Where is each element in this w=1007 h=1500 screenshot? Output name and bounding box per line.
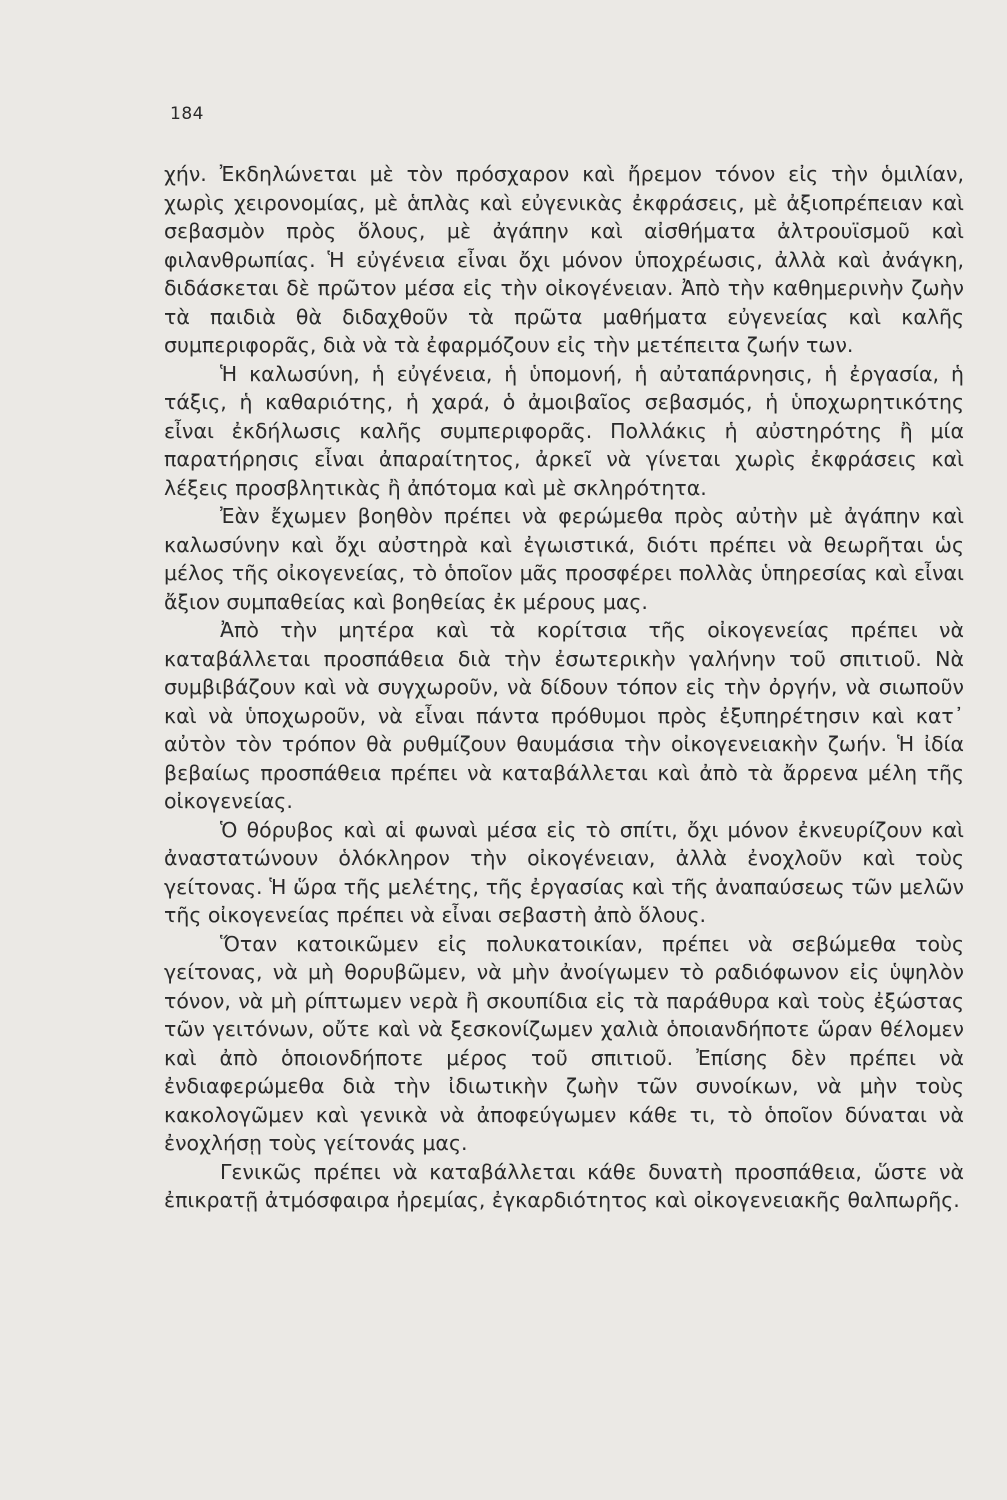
paragraph: Ἡ καλωσύνη, ἡ εὐγένεια, ἡ ὑπομονή, ἡ αὐταπάρνησις, ἡ ἐργασία, ἡ τάξις, ἡ καθαριότης, ἡ χαρά, ὁ ἀμοιβαῖος σεβασμός, ἡ ὑποχωρητικότης εἶναι ἐκδήλωσις καλῆς συμπεριφορᾶς. Πολλάκις ἡ αὐστηρότης ἢ μία παρατήρησις εἶναι ἀπαραίτητος, ἀρκεῖ νὰ γίνεται χωρὶς ἐκφράσεις καὶ λέξεις προσβλητικὰς ἢ ἀπότομα καὶ μὲ σκληρότητα.: [164, 361, 964, 500]
body-text: [164, 160, 964, 1215]
paragraph: Ἀπὸ τὴν μητέρα καὶ τὰ κορίτσια τῆς οἰκογενείας πρέπει νὰ καταβάλλεται προσπάθεια διὰ τὴν ἐσωτερικὴν γαλήνην τοῦ σπιτιοῦ. Νὰ συμβιβάζουν καὶ νὰ συγχωροῦν, νὰ δίδουν τόπον εἰς τὴν ὀργήν, νὰ σιωποῦν καὶ νὰ ὑποχωροῦν, νὰ εἶναι πάντα πρόθυμοι πρὸς ἐξυπηρέτησιν καὶ κατ᾽ αὐτὸν τὸν τρόπον θὰ ρυθμίζουν θαυμάσια τὴν οἰκογενειακὴν ζωήν. Ἡ ἰδία βεβαίως προσπάθεια πρέπει νὰ καταβάλλεται καὶ ἀπὸ τὰ ἄρρενα μέλη τῆς οἰκογενείας.: [164, 618, 964, 813]
paragraph: Ὅταν κατοικῶμεν εἰς πολυκατοικίαν, πρέπει νὰ σεβώμεθα τοὺς γείτονας, νὰ μὴ θορυβῶμεν, νὰ μὴν ἀνοίγωμεν τὸ ραδιόφωνον εἰς ὑψηλὸν τόνον, νὰ μὴ ρίπτωμεν νερὰ ἢ σκουπίδια εἰς τὰ παράθυρα καὶ τοὺς ἐξώστας τῶν γειτόνων, οὔτε καὶ νὰ ξεσκονίζωμεν χαλιὰ ὁποιανδήποτε ὥραν θέλομεν καὶ ἀπὸ ὁποιονδήποτε μέρος τοῦ σπιτιοῦ. Ἐπίσης δὲν πρέπει νὰ ἐνδιαφερώμεθα διὰ τὴν ἰδιωτικὴν ζωὴν τῶν συνοίκων, νὰ μὴν τοὺς κακολογῶμεν καὶ γενικὰ νὰ ἀποφεύγωμεν κάθε τι, τὸ ὁποῖον δύναται νὰ ἐνοχλήσῃ τοὺς γείτονάς μας.: [164, 931, 964, 1155]
paragraph: Γενικῶς πρέπει νὰ καταβάλλεται κάθε δυνατὴ προσπάθεια, ὥστε νὰ ἐπικρατῇ ἀτμόσφαιρα ἠρεμίας, ἐγκαρδιότητος καὶ οἰκογενειακῆς θαλπωρῆς.: [164, 1159, 964, 1212]
paragraph: χήν. Ἐκδηλώνεται μὲ τὸν πρόσχαρον καὶ ἤρεμον τόνον εἰς τὴν ὁμιλίαν, χωρὶς χειρονομίας, μὲ ἁπλὰς καὶ εὐγενικὰς ἐκφράσεις, μὲ ἀξιοπρέπειαν καὶ σεβασμὸν πρὸς ὅλους, μὲ ἀγάπην καὶ αἰσθήματα ἀλτρουϊσμοῦ καὶ φιλανθρωπίας. Ἡ εὐγένεια εἶναι ὄχι μόνον ὑποχρέωσις, ἀλλὰ καὶ ἀνάγκη, διδάσκεται δὲ πρῶτον μέσα εἰς τὴν οἰκογένειαν. Ἀπὸ τὴν καθημερινὴν ζωὴν τὰ παιδιὰ θὰ διδαχθοῦν τὰ πρῶτα μαθήματα εὐγενείας καὶ καλῆς συμπεριφορᾶς, διὰ νὰ τὰ ἐφαρμόζουν εἰς τὴν μετέπειτα ζωήν των.: [164, 162, 964, 357]
page-number: 184: [170, 104, 204, 124]
paragraph: Ὁ θόρυβος καὶ αἱ φωναὶ μέσα εἰς τὸ σπίτι, ὄχι μόνον ἐκνευρίζουν καὶ ἀναστατώνουν ὁλόκληρον τὴν οἰκογένειαν, ἀλλὰ ἐνοχλοῦν καὶ τοὺς γείτονας. Ἡ ὥρα τῆς μελέτης, τῆς ἐργασίας καὶ τῆς ἀναπαύσεως τῶν μελῶν τῆς οἰκογενείας πρέπει νὰ εἶναι σεβαστὴ ἀπὸ ὅλους.: [164, 817, 964, 927]
paragraph: Ἐὰν ἔχωμεν βοηθὸν πρέπει νὰ φερώμεθα πρὸς αὐτὴν μὲ ἀγάπην καὶ καλωσύνην καὶ ὄχι αὐστηρὰ καὶ ἐγωιστικά, διότι πρέπει νὰ θεωρῆται ὡς μέλος τῆς οἰκογενείας, τὸ ὁποῖον μᾶς προσφέρει πολλὰς ὑπηρεσίας καὶ εἶναι ἄξιον συμπαθείας καὶ βοηθείας ἐκ μέρους μας.: [164, 504, 964, 614]
